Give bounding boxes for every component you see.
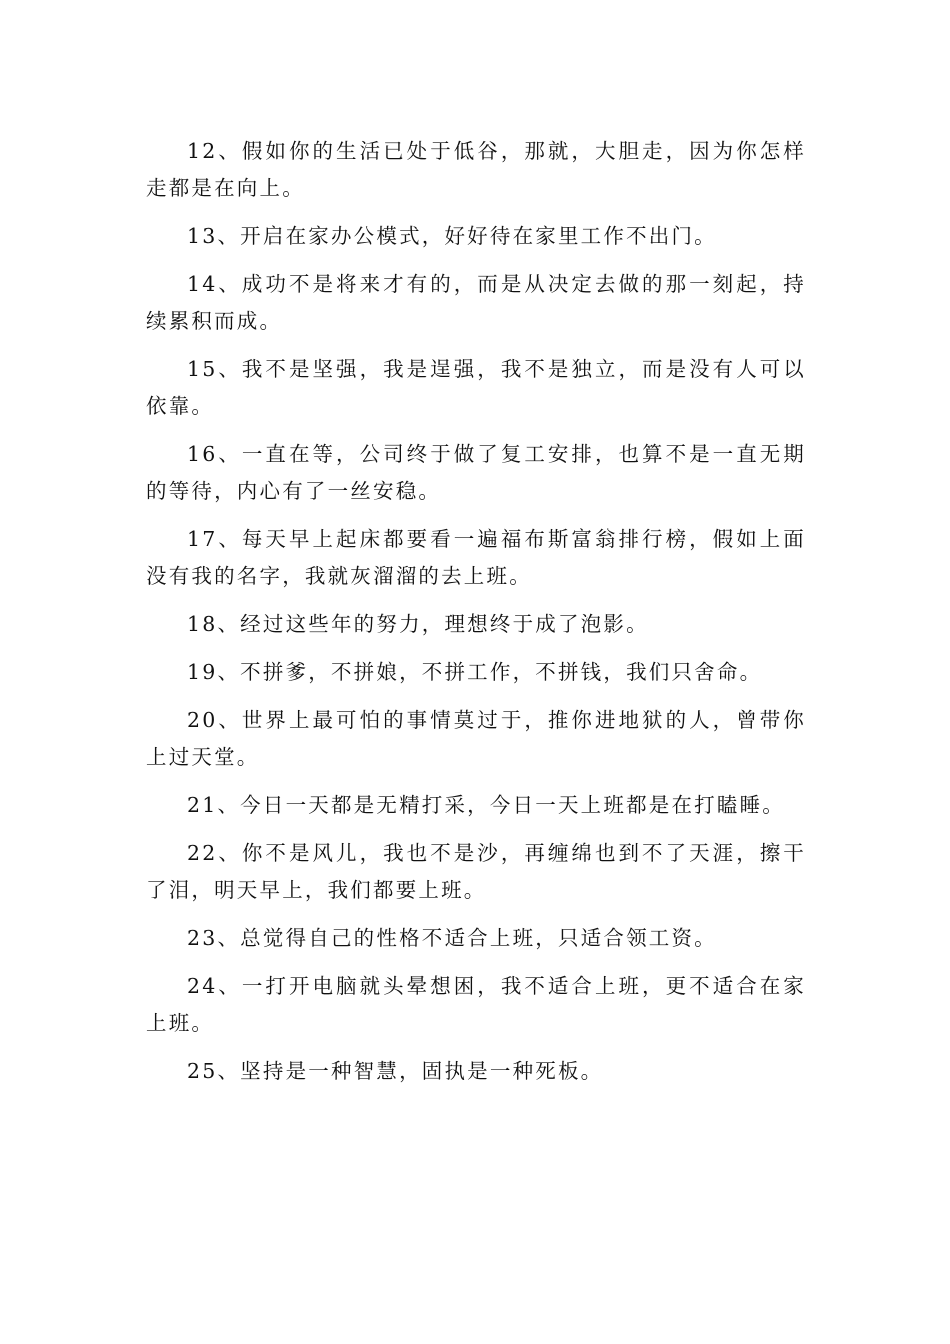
document-body — [146, 133, 806, 1101]
paragraph-23: 23、总觉得自己的性格不适合上班，只适合领工资。 — [187, 926, 717, 950]
paragraph-22: 22、你不是风儿，我也不是沙，再缠绵也到不了天涯，擦干了泪，明天早上，我们都要上班。 — [146, 841, 806, 902]
paragraph-19: 19、不拼爹，不拼娘，不拼工作，不拼钱，我们只舍命。 — [187, 660, 763, 684]
paragraph-18: 18、经过这些年的努力，理想终于成了泡影。 — [187, 612, 649, 636]
paragraph-16: 16、一直在等，公司终于做了复工安排，也算不是一直无期的等待，内心有了一丝安稳。 — [146, 442, 806, 503]
paragraph-24: 24、一打开电脑就头晕想困，我不适合上班，更不适合在家上班。 — [146, 974, 806, 1035]
paragraph-13: 13、开启在家办公模式，好好待在家里工作不出门。 — [187, 224, 717, 248]
paragraph-14: 14、成功不是将来才有的，而是从决定去做的那一刻起，持续累积而成。 — [146, 272, 806, 333]
paragraph-17: 17、每天早上起床都要看一遍福布斯富翁排行榜，假如上面没有我的名字，我就灰溜溜的去上班。 — [146, 527, 806, 588]
paragraph-25: 25、坚持是一种智慧，固执是一种死板。 — [187, 1059, 604, 1083]
paragraph-21: 21、今日一天都是无精打采，今日一天上班都是在打瞌睡。 — [187, 793, 785, 817]
paragraph-15: 15、我不是坚强，我是逞强，我不是独立，而是没有人可以依靠。 — [146, 357, 806, 418]
paragraph-12: 12、假如你的生活已处于低谷，那就，大胆走，因为你怎样走都是在向上。 — [146, 139, 806, 200]
paragraph-20: 20、世界上最可怕的事情莫过于，推你进地狱的人，曾带你上过天堂。 — [146, 708, 806, 769]
